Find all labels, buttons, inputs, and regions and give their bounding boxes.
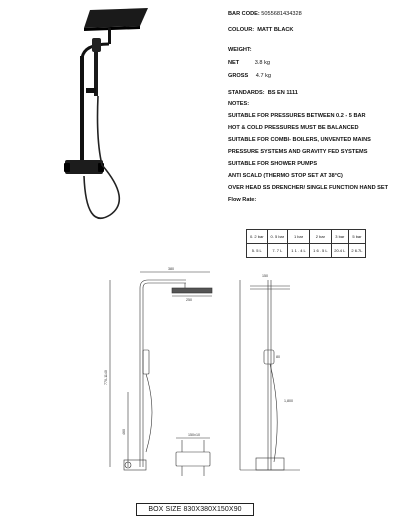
table-cell: 2 6.7L xyxy=(348,244,365,258)
dim-height: 770-1140 xyxy=(104,370,108,385)
barcode-row xyxy=(228,12,302,18)
table-cell: 1 1 . 4 L xyxy=(288,244,310,258)
standards-value: BS EN 1111 xyxy=(267,90,298,96)
note-item: SUITABLE FOR COMBI- BOILERS, UNVENTED MAINS xyxy=(228,137,371,143)
handset-icon xyxy=(92,38,101,52)
net-label: NET xyxy=(228,60,240,66)
riser-rail xyxy=(80,56,84,174)
note-item: PRESSURE SYSTEMS AND GRAVITY FED SYSTEMS xyxy=(228,149,368,155)
table-cell: 1 bar xyxy=(288,230,310,244)
colour-label: COLOUR: xyxy=(228,27,255,33)
gross-label: GROSS xyxy=(228,73,249,79)
dim-valve: 150±10 xyxy=(188,433,200,437)
table-cell: 0. 5 bar xyxy=(267,230,288,244)
dim-rail: 460 xyxy=(122,429,126,435)
table-cell: 7. 7 L xyxy=(267,244,288,258)
shower-head-icon xyxy=(84,8,148,28)
dim-arm: 380 xyxy=(168,267,174,271)
table-cell: 5. 5 L xyxy=(247,244,268,258)
flow-rate-table xyxy=(246,229,366,258)
note-item: SUITABLE FOR PRESSURES BETWEEN 0.2 - 5 BAR xyxy=(228,113,366,119)
rate-row xyxy=(247,244,366,258)
dim-depth: 150 xyxy=(262,274,268,278)
note-item: ANTI SCALD (THERMO STOP SET AT 38°C) xyxy=(228,173,343,179)
table-cell: 20.4 L xyxy=(331,244,348,258)
net-row xyxy=(228,61,270,67)
weight-label: WEIGHT: xyxy=(228,47,252,53)
table-cell: 3 bar xyxy=(331,230,348,244)
pressure-row xyxy=(247,230,366,244)
thermostatic-valve xyxy=(65,160,103,174)
technical-drawings xyxy=(100,262,415,497)
table-cell: 5 bar xyxy=(348,230,365,244)
product-photo xyxy=(40,0,170,230)
dim-head: 250 xyxy=(186,298,192,302)
shower-hose xyxy=(84,96,119,218)
box-size-label: BOX SIZE 830X380X150X90 xyxy=(136,503,254,516)
head-front xyxy=(172,288,212,293)
table-cell: 1 6 . 5 L xyxy=(309,244,331,258)
dim-side-offset: 1,800 xyxy=(284,399,293,403)
standards-row xyxy=(228,91,298,97)
standards-label: STANDARDS: xyxy=(228,90,265,96)
colour-value: MATT BLACK xyxy=(257,27,294,33)
note-item: SUITABLE FOR SHOWER PUMPS xyxy=(228,161,318,167)
barcode-value: 5055681434328 xyxy=(261,11,302,17)
note-item: HOT & COLD PRESSURES MUST BE BALANCED xyxy=(228,125,359,131)
colour-row xyxy=(228,28,293,34)
gross-row xyxy=(228,74,271,80)
note-item: OVER HEAD SS DRENCHER/ SINGLE FUNCTION HAND SET xyxy=(228,185,389,191)
dim-handset: 80 xyxy=(276,355,280,359)
barcode-label: BAR CODE: xyxy=(228,11,260,17)
gross-value: 4.7 kg xyxy=(255,73,272,79)
table-cell: 0. 2 bar xyxy=(247,230,268,244)
table-cell: 2 bar xyxy=(309,230,331,244)
flow-rate-label: Flow Rate: xyxy=(228,197,257,203)
notes-label: NOTES: xyxy=(228,101,250,107)
net-value: 3.8 kg xyxy=(254,60,270,66)
